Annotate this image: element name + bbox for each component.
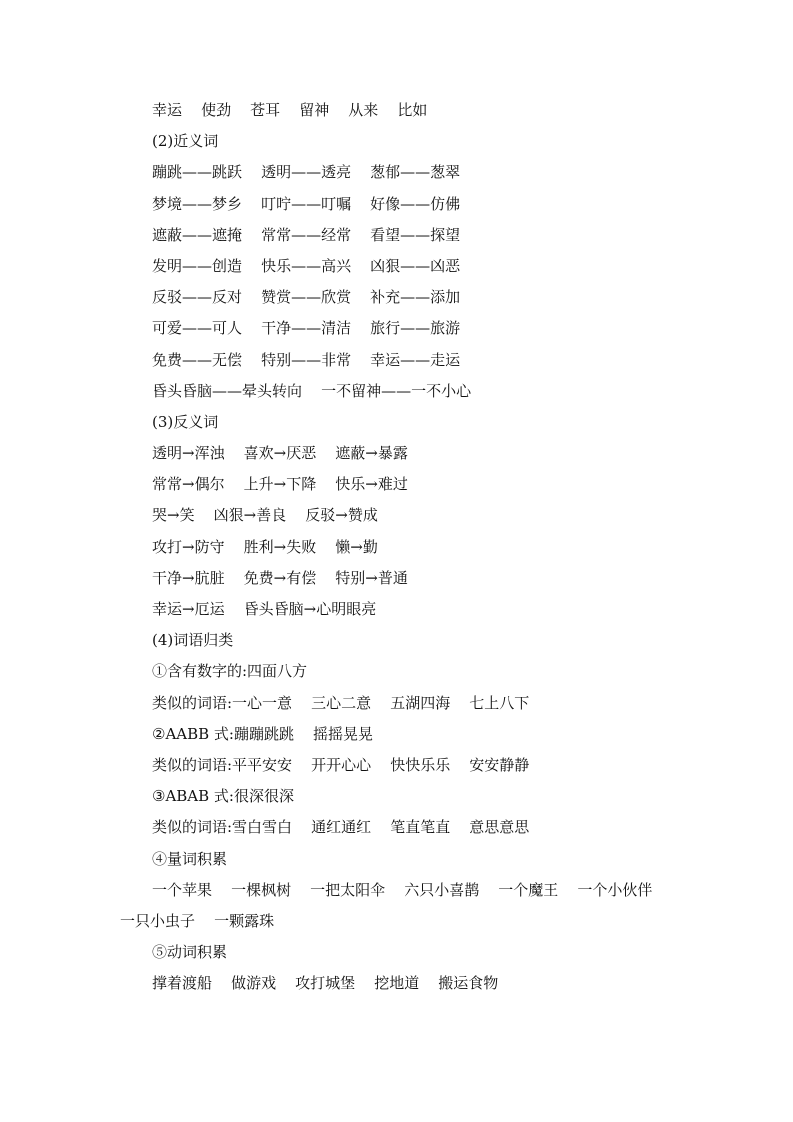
antonym-line-1: 透明→浑浊 喜欢→厌恶 遮蔽→暴露: [152, 444, 408, 463]
antonym-line-3: 哭→笑 凶狠→善良 反驳→赞成: [152, 506, 378, 525]
antonym-line-4: 攻打→防守 胜利→失败 懒→勤: [152, 537, 378, 556]
numbers-examples: 类似的词语:一心一意 三心二意 五湖四海 七上八下: [152, 693, 530, 712]
synonym-line-5: 反驳——反对 赞赏——欣赏 补充——添加: [152, 288, 461, 307]
synonym-line-2: 梦境——梦乡 叮咛——叮嘱 好像——仿佛: [152, 194, 461, 213]
verbs-examples: 撑着渡船 做游戏 攻打城堡 挖地道 搬运食物: [152, 974, 499, 993]
synonym-line-1: 蹦跳——跳跃 透明——透亮 葱郁——葱翠: [152, 163, 461, 182]
section-heading-synonyms: (2)近义词: [152, 132, 219, 151]
abab-examples: 类似的词语:雪白雪白 通红通红 笔直笔直 意思意思: [152, 818, 530, 837]
abab-heading: ③ABAB 式:很深很深: [152, 787, 294, 806]
section-heading-antonyms: (3)反义词: [152, 412, 219, 431]
verbs-heading: ⑤动词积累: [152, 943, 228, 962]
antonym-line-5: 干净→肮脏 免费→有偿 特别→普通: [152, 568, 408, 587]
synonym-line-3: 遮蔽——遮掩 常常——经常 看望——探望: [152, 225, 461, 244]
synonym-line-8: 昏头昏脑——晕头转向 一不留神——一不小心: [152, 381, 472, 400]
measure-words-paragraph: 一个苹果 一棵枫树 一把太阳伞 六只小喜鹊 一个魔王 一个小伙伴 一只小虫子 一颗露珠: [120, 880, 672, 930]
antonym-line-2: 常常→偶尔 上升→下降 快乐→难过: [152, 475, 408, 494]
section-heading-classification: (4)词语归类: [152, 631, 234, 650]
aabb-heading: ②AABB 式:蹦蹦跳跳 摇摇晃晃: [152, 724, 374, 743]
antonym-line-6: 幸运→厄运 昏头昏脑→心明眼亮: [152, 600, 377, 618]
numbers-heading: ①含有数字的:四面八方: [152, 662, 308, 681]
text-line-1: 幸运 使劲 苍耳 留神 从来 比如: [152, 101, 428, 119]
measure-words-heading: ④量词积累: [152, 849, 228, 868]
aabb-examples: 类似的词语:平平安安 开开心心 快快乐乐 安安静静: [152, 755, 530, 774]
synonym-line-7: 免费——无偿 特别——非常 幸运——走运: [152, 350, 461, 369]
synonym-line-6: 可爱——可人 干净——清洁 旅行——旅游: [152, 319, 461, 338]
synonym-line-4: 发明——创造 快乐——高兴 凶狠——凶恶: [152, 256, 461, 275]
document-page: [0, 95, 793, 999]
